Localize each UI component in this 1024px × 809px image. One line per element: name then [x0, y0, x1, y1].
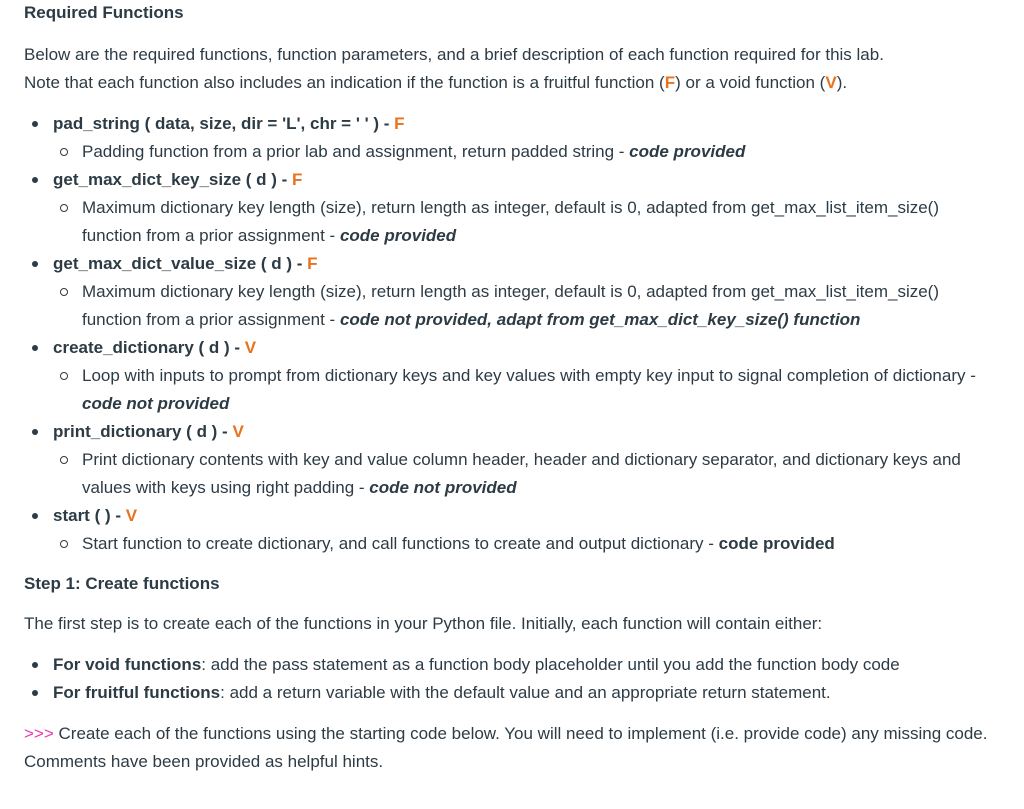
function-description: [53, 194, 1000, 250]
function-list: [24, 110, 1000, 558]
function-type-tag: V: [244, 338, 257, 357]
instruction-text: Create each of the functions using the starting code below. You will need to implement (i.e. provide code) any missing code. Comments have been provided as helpful hints.: [24, 724, 988, 771]
function-description: [53, 362, 1000, 418]
function-type-tag: F: [292, 170, 303, 189]
function-signature: create_dictionary ( d ) -: [53, 338, 245, 357]
function-signature: pad_string ( data, size, dir = 'L', chr = ' ' ) -: [53, 114, 395, 133]
function-item: [24, 250, 1000, 334]
function-item: [24, 110, 1000, 166]
function-description: [53, 530, 1000, 558]
prompt-marker: >>>: [24, 724, 54, 743]
function-type-tag: V: [125, 506, 138, 525]
bullet-text: : add a return variable with the default value and an appropriate return statement.: [220, 683, 831, 702]
description-text: Start function to create dictionary, and call functions to create and output dictionary -: [82, 534, 719, 553]
function-item: [24, 502, 1000, 558]
step1-paragraph: The first step is to create each of the functions in your Python file. Initially, each function will contain either:: [24, 614, 823, 633]
code-note: code not provided: [369, 478, 517, 497]
section-heading: Required Functions: [24, 3, 184, 22]
description-text: Maximum dictionary key length (size), return length as integer, default is 0, adapted from get_max_list_item_size() function from a prior assignment -: [82, 198, 940, 245]
step1-heading: Step 1: Create functions: [24, 574, 220, 593]
bullet-text: : add the pass statement as a function body placeholder until you add the function body code: [201, 655, 900, 674]
function-signature: print_dictionary ( d ) -: [53, 422, 233, 441]
bullet-label: For fruitful functions: [53, 683, 221, 702]
function-description: [53, 278, 1000, 334]
function-signature: start ( ) -: [53, 506, 126, 525]
intro-line2b: ) or a void function (: [675, 73, 826, 92]
intro-paragraph: [24, 41, 1000, 97]
function-signature: get_max_dict_key_size ( d ) -: [53, 170, 293, 189]
function-item: [24, 418, 1000, 502]
function-item: [24, 334, 1000, 418]
code-note: code not provided, adapt from get_max_dict_key_size() function: [339, 310, 861, 329]
step1-bullets: [24, 651, 1000, 707]
code-note: code not provided: [82, 394, 230, 413]
code-note: code provided: [718, 534, 835, 553]
description-text: Maximum dictionary key length (size), return length as integer, default is 0, adapted from get_max_list_item_size() function from a prior assignment -: [82, 282, 940, 329]
function-signature: get_max_dict_value_size ( d ) -: [53, 254, 308, 273]
function-item: [24, 166, 1000, 250]
list-item: [24, 679, 1000, 707]
code-note: code provided: [339, 226, 457, 245]
description-text: Padding function from a prior lab and assignment, return padded string -: [82, 142, 630, 161]
function-description: [53, 138, 1000, 166]
void-tag: V: [825, 73, 837, 92]
function-type-tag: F: [394, 114, 405, 133]
function-description: [53, 446, 1000, 502]
function-type-tag: V: [232, 422, 244, 441]
function-type-tag: F: [307, 254, 318, 273]
intro-line1: Below are the required functions, function parameters, and a brief description of each function required for this lab.: [24, 45, 884, 64]
list-item: [24, 651, 1000, 679]
intro-line2a: Note that each function also includes an indication if the function is a fruitful function (: [24, 73, 665, 92]
code-note: code provided: [629, 142, 746, 161]
bullet-label: For void functions: [53, 655, 202, 674]
fruitful-tag: F: [664, 73, 676, 92]
description-text: Loop with inputs to prompt from dictionary keys and key values with empty key input to signal completion of dictionary -: [82, 366, 976, 385]
intro-line2c: ).: [836, 73, 848, 92]
instruction-paragraph: [24, 720, 1000, 776]
description-text: Print dictionary contents with key and value column header, header and dictionary separator, and dictionary keys and values with keys using right padding -: [82, 450, 961, 497]
